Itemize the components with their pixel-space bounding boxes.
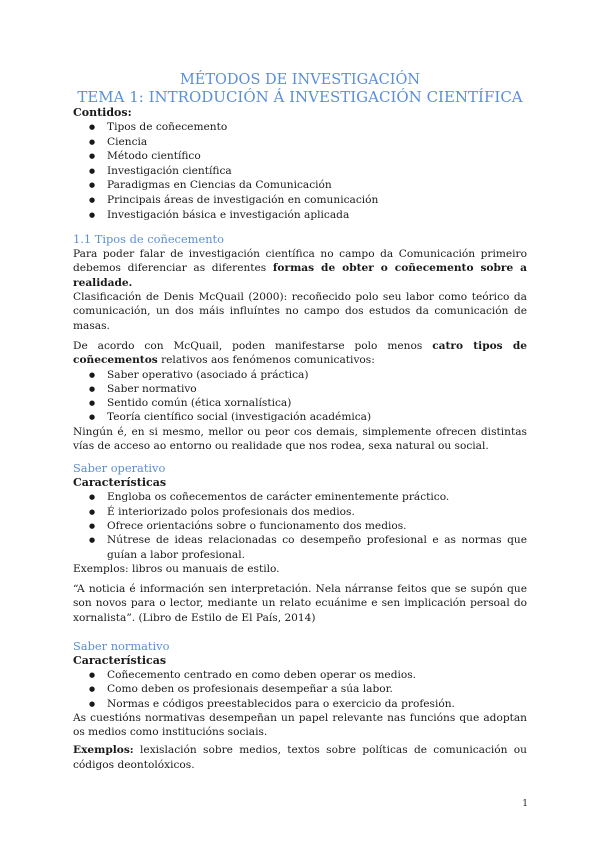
section-heading-saber-operativo: Saber operativo [73, 461, 166, 476]
classification-paragraph: Clasificación de Denis McQuail (2000): recoñecido polo seu labor como teórico da comunicación, un dos máis influíntes no campo dos estudos da comunicación de masas. [73, 291, 527, 332]
contents-item: ● Tipos de coñecemento [107, 120, 527, 135]
page-number: 1 [522, 799, 528, 809]
characteristic-item: ● Engloba os coñecementos de carácter eminentemente práctico. [107, 490, 527, 504]
contents-item: ● Método científico [107, 149, 527, 164]
examples-paragraph: Exemplos: libros ou manuais de estilo. [73, 562, 280, 575]
knowledge-type-item: ● Sentido común (ética xornalística) [107, 396, 527, 410]
section-heading-tipos: 1.1 Tipos de coñecemento [73, 232, 224, 247]
conclusion-paragraph: Ningún é, en si mesmo, mellor ou peor cos demais, simplemente ofrecen distintas vías de acceso ao entorno ou realidade que nos rodea, sexa natural ou social. [73, 425, 527, 453]
knowledge-type-item: ● Teoría científico social (investigación académica) [107, 410, 527, 424]
saber-normativo-list [73, 668, 527, 711]
characteristics-label: Características [73, 476, 167, 490]
section-heading-saber-normativo: Saber normativo [73, 638, 170, 653]
contents-label: Contidos: [73, 106, 132, 119]
normativo-examples-paragraph: Exemplos: lexislación sobre medios, textos sobre políticas de comunicación ou códigos deontolóxicos. [73, 744, 527, 771]
quote-paragraph: “A noticia é información sen interpretación. Nela nárranse feitos que se supón que son novos para o lector, mediante un relato ecuánime e sen implicación persoal do xornalista”. (Libro de Estilo de El País, 2014) [73, 583, 527, 624]
contents-item: ● Ciencia [107, 135, 527, 150]
characteristic-item: ● Coñecemento centrado en como deben operar os medios. [107, 668, 527, 682]
characteristic-item: ● É interiorizado polos profesionais dos medios. [107, 505, 527, 519]
contents-item: ● Principais áreas de investigación en comunicación [107, 193, 527, 208]
saber-operativo-list [73, 490, 527, 561]
contents-item: ● Investigación básica e investigación aplicada [107, 208, 527, 223]
contents-item: ● Investigación científica [107, 164, 527, 179]
knowledge-type-item: ● Saber operativo (asociado á práctica) [107, 368, 527, 382]
contents-list [73, 120, 527, 222]
knowledge-types-list [73, 368, 527, 425]
document-subtitle: TEMA 1: INTRODUCIÓN Á INVESTIGACIÓN CIENTÍFICA [77, 88, 523, 106]
characteristic-item: ● Nútrese de ideas relacionadas co desempeño profesional e as normas que guían a labor profesional. [107, 533, 527, 562]
mcquail-paragraph: De acordo con McQuail, poden manifestarse polo menos catro tipos de coñecementos relativos aos fenómenos comunicativos: [73, 339, 528, 367]
characteristic-item: ● Normas e códigos preestablecidos para o exercicio da profesión. [107, 697, 527, 711]
knowledge-type-item: ● Saber normativo [107, 382, 527, 396]
norms-paragraph: As cuestións normativas desempeñan un papel relevante nas funcións que adoptan os medios como institucións sociais. [73, 711, 527, 739]
document-title: MÉTODOS DE INVESTIGACIÓN [179, 72, 421, 88]
contents-item: ● Paradigmas en Ciencias da Comunicación [107, 178, 527, 193]
characteristic-item: ● Ofrece orientacións sobre o funcionamento dos medios. [107, 519, 527, 533]
characteristics-label: Características [73, 653, 167, 667]
characteristic-item: ● Como deben os profesionais desempeñar a súa labor. [107, 682, 527, 696]
intro-paragraph: Para poder falar de investigación científica no campo da Comunicación primeiro debemos diferenciar as diferentes formas de obter o coñecemento sobre a realidade. [73, 248, 528, 289]
